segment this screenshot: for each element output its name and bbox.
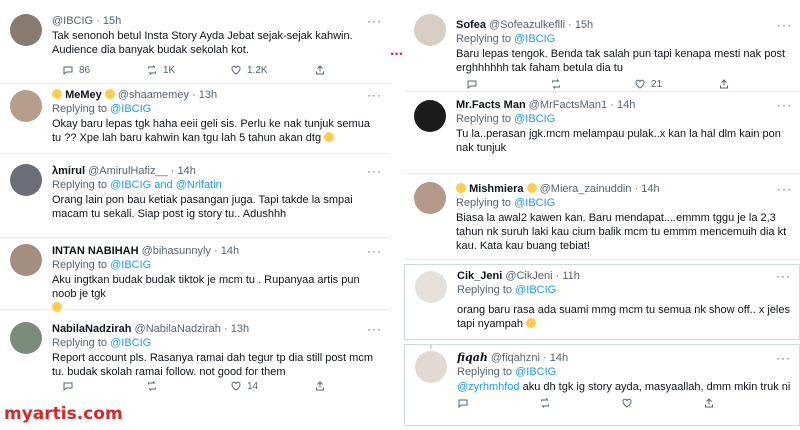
avatar[interactable] bbox=[10, 164, 42, 196]
display-name[interactable]: MeMey bbox=[65, 89, 102, 101]
reply-icon bbox=[457, 397, 469, 409]
share-icon bbox=[314, 64, 326, 76]
timestamp[interactable]: 13h bbox=[198, 89, 218, 101]
retweet-icon bbox=[550, 78, 562, 90]
tweet-text: Report account pls. Rasanya ramai dah tegur tp dia still post mcm tu. budak skolah ramai follow. not good for them bbox=[52, 352, 373, 378]
more-options-icon[interactable]: ··· bbox=[367, 88, 382, 102]
thread-line bbox=[430, 345, 432, 349]
separator-dot: · bbox=[610, 99, 614, 111]
tiger-emoji-icon bbox=[105, 89, 115, 99]
user-handle[interactable]: @fiqahzni bbox=[490, 352, 540, 364]
retweet-button[interactable] bbox=[550, 78, 562, 90]
tweet[interactable] bbox=[0, 0, 390, 84]
more-options-icon[interactable]: ··· bbox=[776, 269, 791, 283]
reply-mention-link[interactable]: @IBCIG bbox=[110, 103, 152, 115]
reply-mention-link[interactable]: @IBCIG bbox=[515, 284, 557, 296]
replying-to bbox=[456, 196, 792, 210]
retweet-icon bbox=[146, 64, 158, 76]
more-options-icon[interactable]: ··· bbox=[367, 14, 382, 28]
tweet-actions bbox=[52, 380, 360, 394]
separator-dot: · bbox=[634, 183, 639, 195]
display-name[interactable]: Mishmiera bbox=[469, 183, 524, 195]
avatar[interactable] bbox=[10, 322, 42, 354]
user-handle[interactable]: @Sofeazulkeflli bbox=[489, 19, 566, 31]
tweet-actions bbox=[456, 78, 770, 92]
user-handle[interactable]: @Miera_zainuddin bbox=[539, 183, 632, 195]
reply-icon bbox=[466, 78, 478, 90]
avatar[interactable] bbox=[414, 182, 446, 214]
tweet-header bbox=[457, 269, 791, 283]
replying-to bbox=[52, 258, 382, 272]
replying-to-label: Replying to bbox=[457, 366, 513, 378]
share-button[interactable] bbox=[314, 64, 326, 76]
text-mention-link[interactable]: @zyrhmhfod bbox=[457, 381, 520, 393]
tweet-text: orang baru rasa ada suami mmg mcm tu semua nk show off.. x jeles tapi nyampah bbox=[457, 304, 790, 330]
reply-button[interactable] bbox=[457, 397, 469, 409]
tweet-text: Tu la..perasan jgk.mcm melampau pulak..x kan la hal dlm kain pon nak tunjuk bbox=[456, 128, 781, 154]
timestamp[interactable]: 15h bbox=[102, 15, 122, 27]
tweet[interactable] bbox=[0, 318, 390, 402]
like-button[interactable] bbox=[230, 64, 268, 76]
more-options-icon[interactable]: ··· bbox=[776, 351, 791, 365]
user-handle[interactable]: @AmirulHafiz__ bbox=[88, 165, 168, 177]
more-options-icon[interactable]: ··· bbox=[777, 182, 792, 196]
more-options-icon[interactable]: ··· bbox=[777, 98, 792, 112]
avatar[interactable] bbox=[415, 271, 447, 303]
share-icon bbox=[703, 397, 715, 409]
tweet-header bbox=[457, 351, 791, 365]
more-options-icon[interactable]: ··· bbox=[367, 244, 382, 258]
heart-icon bbox=[634, 78, 646, 90]
heart-icon bbox=[230, 64, 242, 76]
reply-button[interactable] bbox=[62, 380, 74, 392]
avatar[interactable] bbox=[10, 90, 42, 122]
separator-dot: · bbox=[568, 19, 572, 31]
user-handle[interactable]: @shaamemey bbox=[117, 89, 189, 101]
user-handle[interactable]: @bihasunnyly bbox=[141, 245, 211, 257]
avatar[interactable] bbox=[414, 100, 446, 132]
retweet-button[interactable] bbox=[146, 64, 175, 76]
separator-dot: · bbox=[223, 323, 228, 335]
tweet[interactable] bbox=[0, 84, 390, 154]
tweet[interactable] bbox=[0, 240, 390, 310]
replying-to bbox=[457, 365, 791, 379]
avatar[interactable] bbox=[10, 14, 42, 46]
timestamp[interactable]: 13h bbox=[230, 323, 250, 335]
tweet-header bbox=[52, 14, 382, 28]
replying-to bbox=[456, 112, 792, 126]
tweet[interactable] bbox=[404, 344, 800, 426]
share-icon bbox=[314, 380, 326, 392]
tweet-text: Biasa la awal2 kawen kan. Baru mendapat....emmm tggu je la 2,3 tahun nk suruh laki kau cium balik mcm tu emmm mencemuih dia kt kau. Kata kau buang tebiat! bbox=[456, 212, 787, 252]
tiger-emoji-icon bbox=[52, 89, 62, 99]
reply-count: 86 bbox=[79, 64, 91, 76]
like-button[interactable] bbox=[230, 380, 258, 392]
separator-dot: · bbox=[192, 89, 196, 101]
rofl-emoji-icon bbox=[324, 132, 334, 142]
reply-mention-link[interactable]: @IBCIG bbox=[514, 113, 556, 125]
reply-icon bbox=[62, 380, 74, 392]
avatar[interactable] bbox=[415, 351, 447, 383]
user-handle[interactable]: @NabilaNadzirah bbox=[134, 323, 221, 335]
display-name[interactable]: Cik_Jeni bbox=[457, 270, 503, 282]
reply-mention-link[interactable]: @IBCIG bbox=[515, 366, 557, 378]
tweet-text: Okay baru lepas tgk haha eeii geli sis. Perlu ke nak tunjuk semua tu ?? Xpe lah baru kahwin kan tgu lah 5 tahun akan dtg bbox=[52, 118, 370, 144]
retweet-count: 1K bbox=[163, 64, 176, 76]
share-button[interactable] bbox=[718, 78, 730, 90]
user-handle[interactable]: @MrFactsMan1 bbox=[528, 99, 608, 111]
like-button[interactable] bbox=[621, 397, 633, 409]
separator-dot: · bbox=[170, 165, 175, 177]
reply-button[interactable] bbox=[466, 78, 478, 90]
tweet-text: Tak senonoh betul Insta Story Ayda Jebat sejak-sejak kahwin. Audience dia banyak budak sekolah kot. bbox=[52, 30, 353, 56]
tweet-header bbox=[52, 88, 382, 102]
share-button[interactable] bbox=[314, 380, 326, 392]
replying-to bbox=[52, 178, 382, 192]
heart-icon bbox=[621, 397, 633, 409]
separator-dot: · bbox=[543, 352, 547, 364]
reply-mention-link[interactable]: @IBCIG bbox=[110, 259, 152, 271]
more-options-icon[interactable]: ··· bbox=[367, 322, 382, 336]
timestamp[interactable]: 11h bbox=[562, 270, 580, 282]
like-count: 21 bbox=[651, 78, 663, 90]
display-name[interactable]: fiqah bbox=[457, 351, 488, 364]
user-handle[interactable]: @IBCIG bbox=[52, 15, 94, 27]
tweet-actions bbox=[52, 64, 360, 78]
replying-to-label: Replying to bbox=[456, 113, 512, 125]
share-button[interactable] bbox=[703, 397, 715, 409]
reply-button[interactable] bbox=[62, 64, 90, 76]
display-name[interactable]: NabilaNadzirah bbox=[52, 323, 132, 335]
more-options-icon[interactable]: ··· bbox=[777, 18, 792, 32]
retweet-icon bbox=[539, 397, 551, 409]
tweet[interactable] bbox=[404, 0, 800, 92]
share-icon bbox=[718, 78, 730, 90]
watermark: myartis.com bbox=[4, 404, 123, 424]
reply-mention-link[interactable]: @IBCIG and @Nrlfatin bbox=[110, 179, 222, 191]
tweet[interactable] bbox=[0, 160, 390, 238]
tweet-header bbox=[456, 98, 792, 112]
display-name[interactable]: INTAN NABIHAH bbox=[52, 245, 139, 257]
tweet-text: Aku ingtkan budak budak tiktok je mcm tu . Rupanyaa artis pun noob je tgk bbox=[52, 273, 382, 315]
timestamp[interactable]: 14h bbox=[549, 352, 569, 364]
tweet-text: Baru lepas tengok. Benda tak salah pun tapi kenapa mesti nak post erghhhhhh tak faham betula dia tu bbox=[456, 48, 785, 74]
replying-to-label: Replying to bbox=[52, 179, 108, 191]
tweet-actions bbox=[457, 397, 769, 411]
like-button[interactable] bbox=[634, 78, 662, 90]
replying-to-label: Replying to bbox=[457, 284, 513, 296]
tweet-header bbox=[52, 322, 382, 336]
avatar[interactable] bbox=[414, 14, 446, 46]
tweet-header bbox=[52, 244, 382, 258]
timestamp[interactable]: 14h bbox=[641, 183, 660, 195]
tweet[interactable] bbox=[404, 264, 800, 340]
reply-mention-link[interactable]: @IBCIG bbox=[514, 197, 556, 209]
tweet-header bbox=[456, 182, 792, 196]
flower-emoji-icon bbox=[456, 183, 466, 193]
avatar[interactable] bbox=[10, 244, 42, 276]
tweet-header bbox=[52, 164, 382, 178]
display-name[interactable]: Mr.Facts Man bbox=[456, 99, 526, 111]
timestamp[interactable]: 15h bbox=[574, 19, 594, 31]
retweet-button[interactable] bbox=[539, 397, 551, 409]
timestamp[interactable]: 14h bbox=[220, 245, 240, 257]
tweet[interactable] bbox=[404, 178, 800, 260]
tweet-text: @zyrhmhfod aku dh tgk ig story ayda, masyaallah, dmm mkin truk ni bbox=[457, 381, 791, 393]
replying-to-label: Replying to bbox=[52, 259, 108, 271]
tweet-text: Orang lain pon bau ketiak pasangan juga. Tapi takde la smpai macam tu sekali. Siap post ig story tu.. Adushhh bbox=[52, 194, 353, 220]
timestamp[interactable]: 14h bbox=[177, 165, 196, 177]
flower-emoji-icon bbox=[527, 183, 537, 193]
display-name[interactable]: Sofea bbox=[456, 19, 486, 31]
separator-dot: · bbox=[96, 15, 100, 27]
replying-to bbox=[457, 283, 791, 297]
display-name[interactable]: λmirul bbox=[52, 165, 86, 177]
replying-to bbox=[52, 336, 382, 350]
heart-icon bbox=[230, 380, 242, 392]
continuation-dots: ··· bbox=[390, 46, 403, 63]
grimace-emoji-icon bbox=[52, 302, 62, 312]
replying-to bbox=[456, 32, 792, 46]
like-count: 14 bbox=[247, 380, 259, 392]
separator-dot: · bbox=[555, 270, 560, 282]
replying-to-label: Replying to bbox=[52, 337, 108, 349]
replying-to-label: Replying to bbox=[52, 103, 108, 115]
tweet[interactable] bbox=[404, 94, 800, 174]
retweet-button[interactable] bbox=[146, 380, 158, 392]
reply-mention-link[interactable]: @IBCIG bbox=[110, 337, 152, 349]
retweet-icon bbox=[146, 380, 158, 392]
replying-to-label: Replying to bbox=[456, 197, 512, 209]
replying-to-label: Replying to bbox=[456, 33, 512, 45]
reply-mention-link[interactable]: @IBCIG bbox=[514, 33, 556, 45]
more-options-icon[interactable]: ··· bbox=[367, 164, 382, 178]
replying-to bbox=[52, 102, 382, 116]
user-handle[interactable]: @CikJeni bbox=[505, 270, 553, 282]
like-count: 1.2K bbox=[247, 64, 268, 76]
squint-emoji-icon bbox=[526, 318, 536, 328]
tweet-header bbox=[456, 18, 792, 32]
reply-icon bbox=[62, 64, 74, 76]
separator-dot: · bbox=[213, 245, 218, 257]
timestamp[interactable]: 14h bbox=[616, 99, 636, 111]
